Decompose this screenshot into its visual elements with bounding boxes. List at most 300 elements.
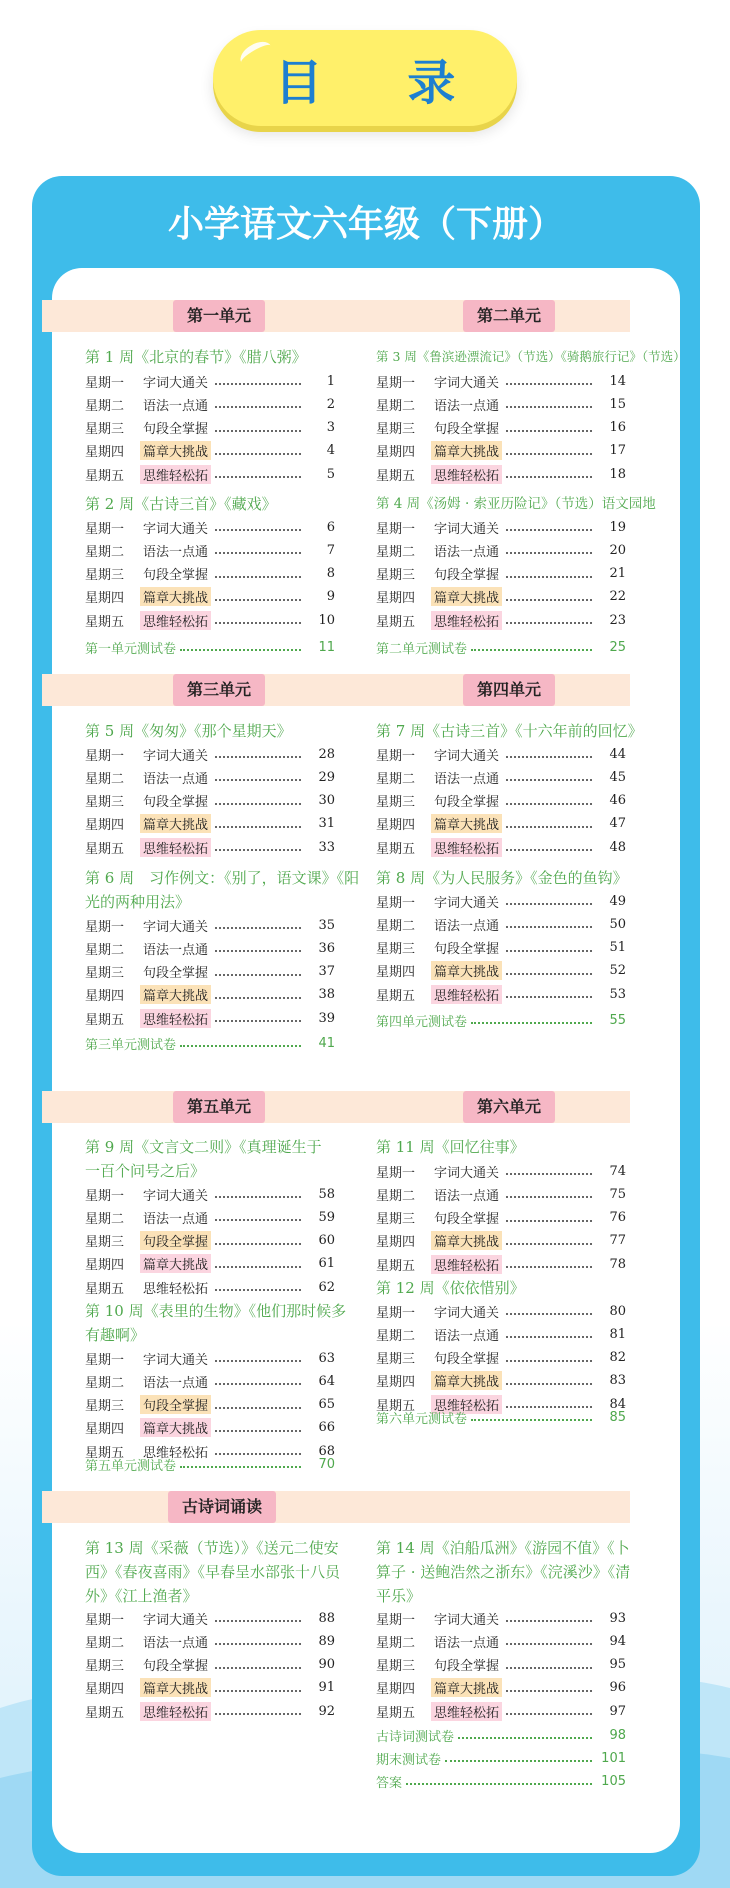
weekday-label: 星期五 xyxy=(376,468,416,484)
toc-entry[interactable] xyxy=(85,1370,335,1392)
leader-dots xyxy=(215,1020,301,1022)
page-number: 6 xyxy=(326,519,335,535)
test-name: 第三单元测试卷 xyxy=(85,1037,177,1053)
weekday-label: 星期一 xyxy=(376,375,416,391)
page-number: 59 xyxy=(318,1209,335,1225)
leader-dots xyxy=(180,1466,301,1468)
lesson-name: 篇章大挑战 xyxy=(140,985,211,1004)
week-title[interactable]: 一百个问号之后》 xyxy=(85,1162,206,1180)
leader-dots xyxy=(506,1620,592,1622)
lesson-name: 语法一点通 xyxy=(143,1211,209,1227)
toc-entry[interactable] xyxy=(85,937,335,959)
toc-entry[interactable] xyxy=(376,1607,626,1629)
toc-entry[interactable] xyxy=(376,813,626,835)
leader-dots xyxy=(215,1219,301,1221)
weekday-label: 星期五 xyxy=(85,841,125,857)
toc-entry[interactable] xyxy=(376,890,626,912)
weekday-label: 星期二 xyxy=(376,1635,416,1651)
toc-entry[interactable] xyxy=(376,393,626,415)
toc-entry[interactable] xyxy=(376,1160,626,1182)
lesson-name: 语法一点通 xyxy=(434,1188,500,1204)
leader-dots xyxy=(506,1220,592,1222)
week-title[interactable]: 第 1 周《北京的春节》《腊八粥》 xyxy=(85,348,307,366)
toc-entry[interactable] xyxy=(376,440,626,462)
toc-entry[interactable] xyxy=(376,1230,626,1252)
toc-entry[interactable] xyxy=(376,609,626,631)
toc-entry[interactable] xyxy=(376,1654,626,1676)
lesson-name: 篇章大挑战 xyxy=(431,814,502,833)
lesson-name: 语法一点通 xyxy=(143,1635,209,1651)
weekday-label: 星期二 xyxy=(85,398,125,414)
toc-entry[interactable] xyxy=(85,417,335,439)
page-number: 84 xyxy=(609,1396,626,1412)
week-title[interactable]: 第 11 周《回忆往事》 xyxy=(376,1138,525,1156)
toc-entry[interactable] xyxy=(85,1677,335,1699)
page-number: 23 xyxy=(609,612,626,628)
toc-entry[interactable] xyxy=(376,586,626,608)
page-number: 82 xyxy=(609,1350,626,1366)
lesson-name: 句段全掌握 xyxy=(434,795,500,811)
week-title[interactable]: 第 8 周《为人民服务》《金色的鱼钩》 xyxy=(376,869,628,887)
week-title[interactable]: 算子 · 送鲍浩然之浙东》《浣溪沙》《清 xyxy=(376,1563,631,1581)
toc-entry[interactable] xyxy=(85,813,335,835)
leader-dots xyxy=(506,973,592,975)
page-number: 5 xyxy=(326,466,335,482)
unit-label: 第六单元 xyxy=(463,1091,555,1123)
toc-entry[interactable] xyxy=(85,984,335,1006)
leader-dots xyxy=(506,1713,592,1715)
page-number: 38 xyxy=(318,987,335,1003)
leader-dots xyxy=(180,649,301,651)
weekday-label: 星期三 xyxy=(376,795,416,811)
weekday-label: 星期四 xyxy=(376,1235,416,1251)
weekday-label: 星期三 xyxy=(85,1399,125,1415)
lesson-name: 句段全掌握 xyxy=(140,1395,211,1414)
week-title[interactable]: 平乐》 xyxy=(376,1587,422,1605)
weekday-label: 星期三 xyxy=(376,1212,416,1228)
page-number: 85 xyxy=(609,1409,626,1425)
week-title[interactable]: 第 12 周《依依惜别》 xyxy=(376,1279,525,1297)
toc-entry[interactable] xyxy=(85,463,335,485)
week-title[interactable]: 第 7 周《古诗三首》《十六年前的回忆》 xyxy=(376,722,643,740)
leader-dots xyxy=(506,453,592,455)
lesson-name: 语法一点通 xyxy=(434,1328,500,1344)
toc-entry[interactable] xyxy=(85,1183,335,1205)
toc-entry[interactable] xyxy=(376,516,626,538)
weekday-label: 星期五 xyxy=(376,614,416,630)
toc-entry[interactable] xyxy=(376,563,626,585)
page-number: 76 xyxy=(609,1210,626,1226)
week-title[interactable]: 第 13 周《采薇（节选）》《送元二使安 xyxy=(85,1539,339,1557)
leader-dots xyxy=(215,927,301,929)
weekday-label: 星期二 xyxy=(376,918,416,934)
week-title[interactable]: 外》《江上渔者》 xyxy=(85,1587,198,1605)
page-number: 58 xyxy=(318,1186,335,1202)
panel-title: 小学语文六年级（下册） xyxy=(167,204,564,245)
page-number: 88 xyxy=(318,1610,335,1626)
leader-dots xyxy=(215,1407,301,1409)
weekday-label: 星期一 xyxy=(376,1612,416,1628)
toc-entry[interactable] xyxy=(85,1206,335,1228)
toc-entry[interactable] xyxy=(85,743,335,765)
toc-entry[interactable] xyxy=(376,1630,626,1652)
leader-dots xyxy=(506,1196,592,1198)
toc-entry[interactable] xyxy=(85,790,335,812)
leader-dots xyxy=(215,552,301,554)
leader-dots xyxy=(506,1643,592,1645)
leader-dots xyxy=(506,849,592,851)
lesson-name: 句段全掌握 xyxy=(143,1659,209,1675)
leader-dots xyxy=(506,622,592,624)
toc-entry[interactable] xyxy=(376,370,626,392)
leader-dots xyxy=(215,1243,301,1245)
toc-entry[interactable] xyxy=(85,1007,335,1029)
unit-test-entry[interactable] xyxy=(376,1009,626,1031)
weekday-label: 星期四 xyxy=(85,1258,125,1274)
weekday-label: 星期五 xyxy=(85,1705,125,1721)
page-number: 25 xyxy=(609,639,626,655)
lesson-name: 篇章大挑战 xyxy=(140,441,211,460)
lesson-name: 篇章大挑战 xyxy=(140,814,211,833)
unit-test-entry[interactable] xyxy=(85,1453,335,1475)
leader-dots xyxy=(215,622,301,624)
weekday-label: 星期三 xyxy=(376,422,416,438)
lesson-name: 篇章大挑战 xyxy=(431,1371,502,1390)
lesson-name: 句段全掌握 xyxy=(143,422,209,438)
weekday-label: 星期五 xyxy=(85,1012,125,1028)
toc-entry[interactable] xyxy=(85,1607,335,1629)
toc-entry[interactable] xyxy=(376,1253,626,1275)
toc-entry[interactable] xyxy=(376,1323,626,1345)
page-number: 101 xyxy=(601,1750,626,1766)
lesson-name: 字词大通关 xyxy=(143,375,209,391)
page-number: 81 xyxy=(609,1326,626,1342)
lesson-name: 句段全掌握 xyxy=(143,795,209,811)
toc-entry[interactable] xyxy=(376,743,626,765)
toc-entry[interactable] xyxy=(376,913,626,935)
lesson-name: 语法一点通 xyxy=(143,771,209,787)
toc-entry[interactable] xyxy=(376,1300,626,1322)
weekday-label: 星期二 xyxy=(85,1211,125,1227)
leader-dots xyxy=(215,476,301,478)
toc-entry[interactable] xyxy=(376,1370,626,1392)
lesson-name: 字词大通关 xyxy=(143,521,209,537)
leader-dots xyxy=(506,950,592,952)
page-number: 97 xyxy=(609,1703,626,1719)
lesson-name: 篇章大挑战 xyxy=(431,1678,502,1697)
lesson-name: 句段全掌握 xyxy=(140,1231,211,1250)
toc-entry[interactable] xyxy=(376,836,626,858)
lesson-name: 思维轻松拓 xyxy=(431,465,502,484)
weekday-label: 星期五 xyxy=(85,614,125,630)
leader-dots xyxy=(506,529,592,531)
weekday-label: 星期三 xyxy=(376,942,416,958)
leader-dots xyxy=(215,779,301,781)
weekday-label: 星期四 xyxy=(85,1422,125,1438)
toc-entry[interactable] xyxy=(376,937,626,959)
weekday-label: 星期三 xyxy=(85,568,125,584)
toc-entry[interactable] xyxy=(85,1417,335,1439)
weekday-label: 星期五 xyxy=(376,841,416,857)
lesson-name: 字词大通关 xyxy=(143,1612,209,1628)
leader-dots xyxy=(215,1713,301,1715)
lesson-name: 思维轻松拓 xyxy=(140,465,211,484)
lesson-name: 语法一点通 xyxy=(143,942,209,958)
page-number: 17 xyxy=(609,443,626,459)
toc-entry[interactable] xyxy=(85,440,335,462)
page-number: 47 xyxy=(609,816,626,832)
week-title[interactable]: 光的两种用法》 xyxy=(85,893,191,911)
lesson-name: 句段全掌握 xyxy=(434,568,500,584)
toc-entry[interactable] xyxy=(376,1183,626,1205)
page-number: 55 xyxy=(609,1012,626,1028)
page-number: 50 xyxy=(609,916,626,932)
weekday-label: 星期五 xyxy=(376,988,416,1004)
leader-dots xyxy=(506,903,592,905)
toc-entry[interactable] xyxy=(85,836,335,858)
lesson-name: 篇章大挑战 xyxy=(140,1678,211,1697)
weekday-label: 星期一 xyxy=(376,1305,416,1321)
toc-entry[interactable] xyxy=(85,393,335,415)
lesson-name: 字词大通关 xyxy=(143,919,209,935)
leader-dots xyxy=(506,599,592,601)
toc-entry[interactable] xyxy=(85,1654,335,1676)
lesson-name: 字词大通关 xyxy=(434,375,500,391)
lesson-name: 思维轻松拓 xyxy=(431,985,502,1004)
lesson-name: 篇章大挑战 xyxy=(140,1254,211,1273)
page-number: 2 xyxy=(326,396,335,412)
toc-entry[interactable] xyxy=(85,370,335,392)
leader-dots xyxy=(215,406,301,408)
title-pill xyxy=(213,30,517,126)
lesson-name: 思维轻松拓 xyxy=(140,1702,211,1721)
lesson-name: 篇章大挑战 xyxy=(431,961,502,980)
lesson-name: 篇章大挑战 xyxy=(431,441,502,460)
toc-entry[interactable] xyxy=(85,961,335,983)
weekday-label: 星期一 xyxy=(85,521,125,537)
page-number: 78 xyxy=(609,1256,626,1272)
leader-dots xyxy=(506,1313,592,1315)
toc-entry[interactable] xyxy=(376,417,626,439)
lesson-name: 思维轻松拓 xyxy=(143,1281,209,1297)
toc-entry[interactable] xyxy=(376,960,626,982)
lesson-name: 句段全掌握 xyxy=(434,1212,500,1228)
week-title[interactable]: 第 4 周《汤姆 · 索亚历险记》（节选）语文园地 xyxy=(376,496,656,512)
lesson-name: 字词大通关 xyxy=(143,1352,209,1368)
page-number: 60 xyxy=(318,1233,335,1249)
leader-dots xyxy=(506,1383,592,1385)
leader-dots xyxy=(506,1667,592,1669)
toc-entry[interactable] xyxy=(376,983,626,1005)
test-name: 第五单元测试卷 xyxy=(85,1458,177,1474)
weekday-label: 星期五 xyxy=(85,468,125,484)
page-number: 33 xyxy=(318,839,335,855)
leader-dots xyxy=(215,1620,301,1622)
weekday-label: 星期五 xyxy=(376,1258,416,1274)
unit-label: 第四单元 xyxy=(463,674,555,706)
toc-entry[interactable] xyxy=(85,1394,335,1416)
page-number: 65 xyxy=(318,1397,335,1413)
test-name: 答案 xyxy=(376,1775,403,1791)
weekday-label: 星期三 xyxy=(85,422,125,438)
lesson-name: 字词大通关 xyxy=(434,521,500,537)
weekday-label: 星期四 xyxy=(85,818,125,834)
toc-entry[interactable] xyxy=(85,1630,335,1652)
page-number: 93 xyxy=(609,1610,626,1626)
weekday-label: 星期二 xyxy=(376,544,416,560)
page-number: 9 xyxy=(326,589,335,605)
week-title[interactable]: 第 6 周 习作例文：《别了，语文课》《阳 xyxy=(85,869,360,887)
weekday-label: 星期二 xyxy=(85,1375,125,1391)
page-number: 22 xyxy=(609,589,626,605)
leader-dots xyxy=(215,1430,301,1432)
weekday-label: 星期一 xyxy=(376,521,416,537)
lesson-name: 思维轻松拓 xyxy=(431,1255,502,1274)
page-number: 35 xyxy=(318,917,335,933)
leader-dots xyxy=(506,756,592,758)
lesson-name: 句段全掌握 xyxy=(434,1352,500,1368)
weekday-label: 星期二 xyxy=(85,1635,125,1651)
weekday-label: 星期四 xyxy=(85,591,125,607)
toc-entry[interactable] xyxy=(376,1700,626,1722)
leader-dots xyxy=(506,1173,592,1175)
toc-entry[interactable] xyxy=(85,563,335,585)
weekday-label: 星期三 xyxy=(85,1235,125,1251)
weekday-label: 星期二 xyxy=(85,942,125,958)
lesson-name: 句段全掌握 xyxy=(143,966,209,982)
page-number: 83 xyxy=(609,1373,626,1389)
lesson-name: 篇章大挑战 xyxy=(431,587,502,606)
leader-dots xyxy=(506,406,592,408)
leader-dots xyxy=(471,1022,592,1024)
page-number: 28 xyxy=(318,746,335,762)
page-number: 8 xyxy=(326,566,335,582)
page-number: 1 xyxy=(326,373,335,389)
leader-dots xyxy=(471,1419,592,1421)
toc-entry[interactable] xyxy=(85,1253,335,1275)
leader-dots xyxy=(506,430,592,432)
leader-dots xyxy=(215,1196,301,1198)
toc-entry[interactable] xyxy=(85,539,335,561)
unit-test-entry[interactable] xyxy=(85,1032,335,1054)
weekday-label: 星期三 xyxy=(85,795,125,811)
unit-test-entry[interactable] xyxy=(376,636,626,658)
toc-entry[interactable] xyxy=(85,516,335,538)
unit-test-entry[interactable] xyxy=(85,636,335,658)
test-name: 古诗词测试卷 xyxy=(376,1729,455,1745)
test-name: 第二单元测试卷 xyxy=(376,641,468,657)
leader-dots xyxy=(180,1045,301,1047)
unit-label: 第三单元 xyxy=(173,674,265,706)
leader-dots xyxy=(215,1289,301,1291)
page-number: 49 xyxy=(609,893,626,909)
week-title[interactable]: 第 2 周《古诗三首》《藏戏》 xyxy=(85,495,277,513)
page-number: 4 xyxy=(326,443,335,459)
unit-test-entry[interactable] xyxy=(376,1406,626,1428)
weekday-label: 星期二 xyxy=(376,1188,416,1204)
leader-dots xyxy=(215,974,301,976)
weekday-label: 星期二 xyxy=(85,544,125,560)
lesson-name: 语法一点通 xyxy=(434,398,500,414)
week-title[interactable]: 第 14 周《泊船瓜洲》《游园不值》《卜 xyxy=(376,1539,630,1557)
toc-entry[interactable] xyxy=(85,1276,335,1298)
unit-test-entry[interactable] xyxy=(376,1724,626,1746)
leader-dots xyxy=(215,950,301,952)
leader-dots xyxy=(506,779,592,781)
toc-entry[interactable] xyxy=(376,1677,626,1699)
unit-label: 第五单元 xyxy=(173,1091,265,1123)
lesson-name: 字词大通关 xyxy=(143,748,209,764)
page-number: 44 xyxy=(609,746,626,762)
page-number: 105 xyxy=(601,1773,626,1789)
week-title[interactable]: 第 5 周《匆匆》《那个星期天》 xyxy=(85,722,292,740)
week-title[interactable]: 第 3 周《鲁滨逊漂流记》（节选）《骑鹅旅行记》（节选） xyxy=(376,349,686,364)
toc-entry[interactable] xyxy=(376,539,626,561)
unit-test-entry[interactable] xyxy=(376,1747,626,1769)
toc-entry[interactable] xyxy=(85,1700,335,1722)
page-number: 15 xyxy=(609,396,626,412)
weekday-label: 星期三 xyxy=(376,1659,416,1675)
lesson-name: 句段全掌握 xyxy=(434,1659,500,1675)
weekday-label: 星期三 xyxy=(376,568,416,584)
weekday-label: 星期一 xyxy=(376,748,416,764)
week-title[interactable]: 第 9 周《文言文二则》《真理诞生于 xyxy=(85,1138,322,1156)
page-number: 64 xyxy=(318,1373,335,1389)
toc-entry[interactable] xyxy=(376,790,626,812)
toc-entry[interactable] xyxy=(85,766,335,788)
week-title[interactable]: 有趣啊》 xyxy=(85,1326,146,1344)
page-number: 29 xyxy=(318,769,335,785)
unit-label: 古诗词诵读 xyxy=(168,1491,276,1523)
page-title: 目 录 xyxy=(274,54,490,111)
toc-entry[interactable] xyxy=(85,586,335,608)
leader-dots xyxy=(506,926,592,928)
weekday-label: 星期一 xyxy=(376,1165,416,1181)
toc-entry[interactable] xyxy=(85,609,335,631)
page-number: 70 xyxy=(318,1456,335,1472)
page-number: 30 xyxy=(318,793,335,809)
weekday-label: 星期四 xyxy=(376,1682,416,1698)
toc-entry[interactable] xyxy=(85,914,335,936)
toc-entry[interactable] xyxy=(376,1347,626,1369)
leader-dots xyxy=(506,476,592,478)
leader-dots xyxy=(215,1360,301,1362)
toc-entry[interactable] xyxy=(376,766,626,788)
page-number: 51 xyxy=(609,940,626,956)
unit-test-entry[interactable] xyxy=(376,1770,626,1792)
week-title[interactable]: 第 10 周《表里的生物》《他们那时候多 xyxy=(85,1302,347,1320)
lesson-name: 思维轻松拓 xyxy=(140,1009,211,1028)
lesson-name: 字词大通关 xyxy=(434,748,500,764)
weekday-label: 星期一 xyxy=(85,375,125,391)
lesson-name: 字词大通关 xyxy=(434,1305,500,1321)
toc-entry[interactable] xyxy=(85,1230,335,1252)
page-number: 20 xyxy=(609,542,626,558)
week-title[interactable]: 西》《春夜喜雨》《早春呈水部张十八员 xyxy=(85,1563,341,1581)
toc-entry[interactable] xyxy=(376,463,626,485)
toc-entry[interactable] xyxy=(85,1347,335,1369)
weekday-label: 星期二 xyxy=(376,398,416,414)
page-number: 48 xyxy=(609,839,626,855)
pill-shine xyxy=(236,37,275,71)
lesson-name: 语法一点通 xyxy=(143,1375,209,1391)
toc-entry[interactable] xyxy=(376,1207,626,1229)
leader-dots xyxy=(215,1690,301,1692)
weekday-label: 星期五 xyxy=(376,1705,416,1721)
lesson-name: 句段全掌握 xyxy=(143,568,209,584)
page-number: 37 xyxy=(318,964,335,980)
weekday-label: 星期四 xyxy=(376,445,416,461)
